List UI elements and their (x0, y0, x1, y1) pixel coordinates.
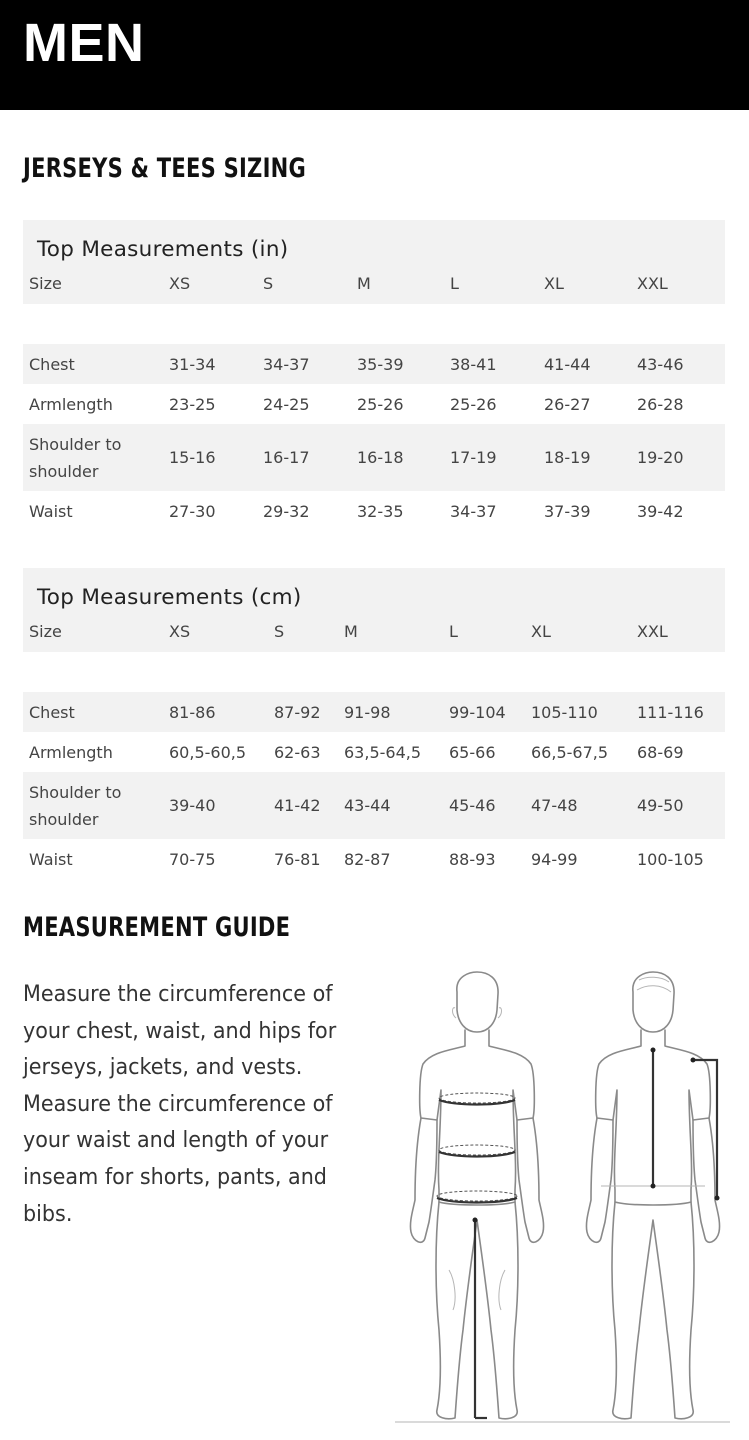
front-figure (410, 972, 543, 1419)
table-cell: 94-99 (531, 849, 578, 869)
column-header-xxl: XXL (631, 262, 725, 304)
table-row-chest (23, 692, 725, 732)
table-cell: 76-81 (274, 849, 321, 869)
table-cell: 41-42 (268, 772, 338, 839)
table-cell: 37-39 (544, 501, 591, 521)
row-label-line1: Shoulder to (29, 434, 122, 454)
column-header-xxl: XXL (631, 610, 725, 652)
table-cell: 41-44 (538, 344, 631, 384)
table-cell: 111-116 (631, 692, 725, 732)
back-right-arm (693, 1118, 720, 1242)
table-cell: 15-16 (163, 424, 257, 491)
table-cell: 88-93 (449, 849, 496, 869)
guide-line: Measure the circumference of (23, 1090, 333, 1117)
column-header-m: M (338, 610, 443, 652)
guide-line: bibs. (23, 1200, 73, 1227)
row-label-line2: shoulder (29, 461, 99, 481)
row-label: Armlength (29, 394, 113, 414)
table-cell: 17-19 (444, 424, 538, 491)
table-caption-row (23, 220, 725, 262)
front-legs (436, 1202, 518, 1419)
table-cell: 34-37 (450, 501, 497, 521)
row-label-line1: Shoulder to (29, 782, 122, 802)
table-cell: 35-39 (351, 344, 444, 384)
measurement-illustration (395, 970, 735, 1430)
front-left-arm (410, 1118, 437, 1242)
table-header-row (23, 262, 725, 304)
row-label: Armlength (29, 742, 113, 762)
jerseys-sizing-heading: JERSEYS & TEES SIZING (23, 153, 307, 184)
table-cell: 66,5-67,5 (531, 742, 609, 762)
table-caption-row (23, 568, 725, 610)
spacer-cell (23, 304, 725, 344)
column-header-size: Size (23, 610, 163, 652)
back-figure (586, 972, 719, 1419)
table-cell: 29-32 (263, 501, 310, 521)
table-cell: 43-44 (338, 772, 443, 839)
table-cell: 47-48 (525, 772, 631, 839)
table-cell: 32-35 (357, 501, 404, 521)
guide-line: your chest, waist, and hips for (23, 1017, 337, 1044)
table-cell: 24-25 (263, 394, 310, 414)
column-header-s: S (268, 610, 338, 652)
body-measurement-figures-icon (395, 970, 735, 1430)
table-cell: 38-41 (444, 344, 538, 384)
table-cell: 49-50 (631, 772, 725, 839)
table-cell: 25-26 (357, 394, 404, 414)
table-cell: 27-30 (169, 501, 216, 521)
page-header (0, 0, 749, 110)
table-cell: 23-25 (169, 394, 216, 414)
column-header-m: M (351, 262, 444, 304)
column-header-l: L (443, 610, 525, 652)
guide-line: Measure the circumference of (23, 981, 333, 1007)
front-head (457, 972, 498, 1032)
table-cell: 87-92 (268, 692, 338, 732)
measurement-guide-text (23, 976, 352, 1232)
column-header-l: L (444, 262, 538, 304)
table-row-armlength (23, 732, 725, 772)
table-cell: 63,5-64,5 (344, 742, 422, 762)
column-header-xl: XL (525, 610, 631, 652)
table-cell: 18-19 (538, 424, 631, 491)
table-cell: 100-105 (637, 849, 704, 869)
table-cell: 31-34 (163, 344, 257, 384)
column-header-xs: XS (163, 262, 257, 304)
back-legs (612, 1202, 694, 1419)
arm-length-tape (693, 1060, 717, 1198)
table-caption: Top Measurements (in) (23, 220, 725, 262)
column-header-xl: XL (538, 262, 631, 304)
back-left-arm (586, 1118, 613, 1242)
table-cell: 26-27 (544, 394, 591, 414)
hip-tape (437, 1198, 517, 1203)
spacer-cell (23, 652, 725, 692)
table-cell: 70-75 (169, 849, 216, 869)
guide-line: inseam for shorts, pants, and (23, 1163, 327, 1190)
table-header-row (23, 610, 725, 652)
column-header-s: S (257, 262, 351, 304)
table-cell: 43-46 (631, 344, 725, 384)
table-row-chest (23, 344, 725, 384)
row-label-line2: shoulder (29, 809, 99, 829)
waist-tape (439, 1152, 515, 1157)
table-cell: 65-66 (449, 742, 496, 762)
measurement-guide-heading: MEASUREMENT GUIDE (23, 912, 291, 943)
table-cell: 39-40 (163, 772, 268, 839)
row-label (23, 424, 163, 491)
table-spacer (23, 652, 725, 692)
table-row-armlength (23, 384, 725, 424)
size-table-inches (23, 220, 725, 531)
table-cell: 16-18 (351, 424, 444, 491)
table-cell: 62-63 (274, 742, 321, 762)
guide-line: jerseys, jackets, and vests. (23, 1054, 303, 1081)
chest-tape (439, 1100, 515, 1105)
table-cell: 81-86 (163, 692, 268, 732)
table-cell: 60,5-60,5 (169, 742, 247, 762)
table-cell: 16-17 (257, 424, 351, 491)
table-spacer (23, 304, 725, 344)
table-caption: Top Measurements (cm) (23, 568, 725, 610)
column-header-size: Size (23, 262, 163, 304)
table-row-shoulder (23, 772, 725, 839)
table-cell: 68-69 (637, 742, 684, 762)
front-torso (420, 1030, 535, 1205)
row-label: Chest (23, 692, 163, 732)
page-title: MEN (23, 13, 145, 73)
table-cell: 19-20 (631, 424, 725, 491)
table-cell: 91-98 (338, 692, 443, 732)
guide-line: your waist and length of your (23, 1127, 329, 1154)
column-header-xs: XS (163, 610, 268, 652)
size-table-cm (23, 568, 725, 879)
front-right-arm (517, 1118, 544, 1242)
table-cell: 25-26 (450, 394, 497, 414)
table-cell: 99-104 (443, 692, 525, 732)
row-label: Waist (29, 501, 73, 521)
table-cell: 34-37 (257, 344, 351, 384)
table-row-waist (23, 839, 725, 879)
row-label: Waist (29, 849, 73, 869)
row-label: Chest (23, 344, 163, 384)
row-label (23, 772, 163, 839)
table-cell: 82-87 (344, 849, 391, 869)
table-cell: 105-110 (525, 692, 631, 732)
table-cell: 45-46 (443, 772, 525, 839)
table-row-shoulder (23, 424, 725, 491)
table-cell: 26-28 (637, 394, 684, 414)
table-cell: 39-42 (637, 501, 684, 521)
table-row-waist (23, 491, 725, 531)
